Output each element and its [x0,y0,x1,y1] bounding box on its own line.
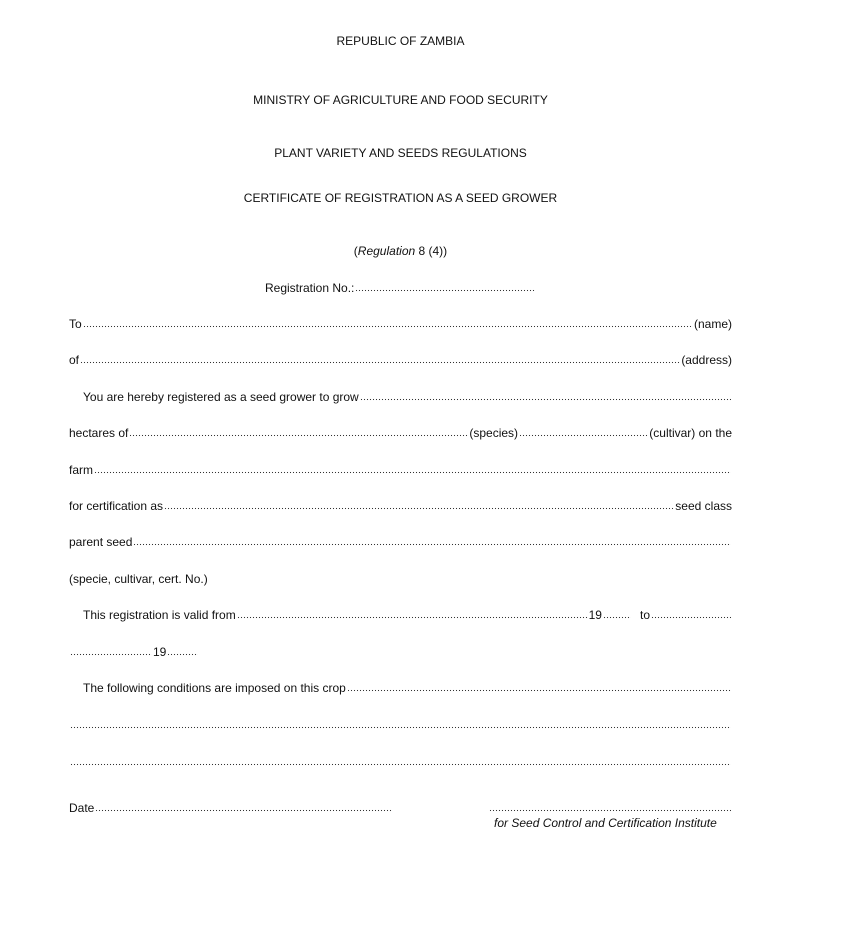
crop-blank[interactable] [360,398,731,401]
signature-field[interactable] [488,799,732,815]
farm-blank[interactable] [94,471,731,474]
valid-from-blank[interactable] [237,616,588,619]
ministry-heading: MINISTRY OF AGRICULTURE AND FOOD SECURITY [253,93,548,107]
conditions-text: The following conditions are imposed on this crop [83,681,346,695]
parent-seed-label: parent seed [69,535,133,549]
registration-number-blank[interactable] [355,289,535,292]
valid-to-blank[interactable] [651,616,731,619]
parent-seed-note: (specie, cultivar, cert. No.) [69,572,208,586]
name-suffix: (name) [693,317,732,331]
hectares-label: hectares of [69,426,129,440]
country-heading: REPUBLIC OF ZAMBIA [336,34,465,48]
valid-from-year-prefix: 19 [588,608,602,622]
crop-field[interactable] [69,388,732,404]
parent-seed-blank[interactable] [133,543,731,546]
hectares-field[interactable] [69,424,732,440]
address-suffix: (address) [681,353,732,367]
to-label: To [69,317,82,331]
conditions-field[interactable] [69,679,732,695]
valid-to-date-field[interactable] [69,643,199,659]
valid-to-year-blank[interactable] [167,653,198,656]
valid-from-year-blank[interactable] [603,616,631,619]
valid-from-text: This registration is valid from [83,608,236,622]
certification-blank[interactable] [164,507,674,510]
conditions-blank-3[interactable] [70,763,731,766]
address-field[interactable] [69,351,732,367]
valid-to-date-blank[interactable] [70,653,152,656]
conditions-blank-2[interactable] [70,726,731,729]
parent-seed-field[interactable] [69,533,732,549]
signature-blank[interactable] [489,809,731,812]
regulation-number: 8 (4)) [415,244,448,258]
date-field[interactable] [69,799,393,815]
hectares-blank[interactable] [129,434,468,437]
regulation-label: Regulation [357,244,416,258]
name-blank[interactable] [83,325,693,328]
conditions-blank-1[interactable] [347,689,731,692]
species-label: (species) [469,426,519,440]
regulations-heading: PLANT VARIETY AND SEEDS REGULATIONS [274,146,527,160]
registration-number-field[interactable] [265,279,536,295]
certification-label: for certification as [69,499,164,513]
regulation-reference [0,244,801,258]
farm-field[interactable] [69,461,732,477]
conditions-line-2[interactable] [69,716,732,732]
valid-to-year-prefix: 19 [153,645,167,659]
of-label: of [69,353,80,367]
certification-field[interactable] [69,497,732,513]
seed-class-label: seed class [675,499,732,513]
address-blank[interactable] [80,361,680,364]
valid-to-word: to [639,608,650,622]
conditions-line-3[interactable] [69,753,732,769]
species-blank[interactable] [519,434,648,437]
signatory-label: for Seed Control and Certification Institute [494,816,717,830]
date-label: Date [69,801,95,815]
date-blank[interactable] [95,809,392,812]
name-field[interactable] [69,315,732,331]
cultivar-label: (cultivar) on the [649,426,732,440]
registration-number-label: Registration No.: [265,281,355,295]
regulation-open: ( [353,244,358,258]
validity-field[interactable] [69,606,732,622]
certificate-title: CERTIFICATE OF REGISTRATION AS A SEED GROWER [243,191,558,205]
farm-label: farm [69,463,93,477]
registered-text: You are hereby registered as a seed grower to grow [83,390,359,404]
